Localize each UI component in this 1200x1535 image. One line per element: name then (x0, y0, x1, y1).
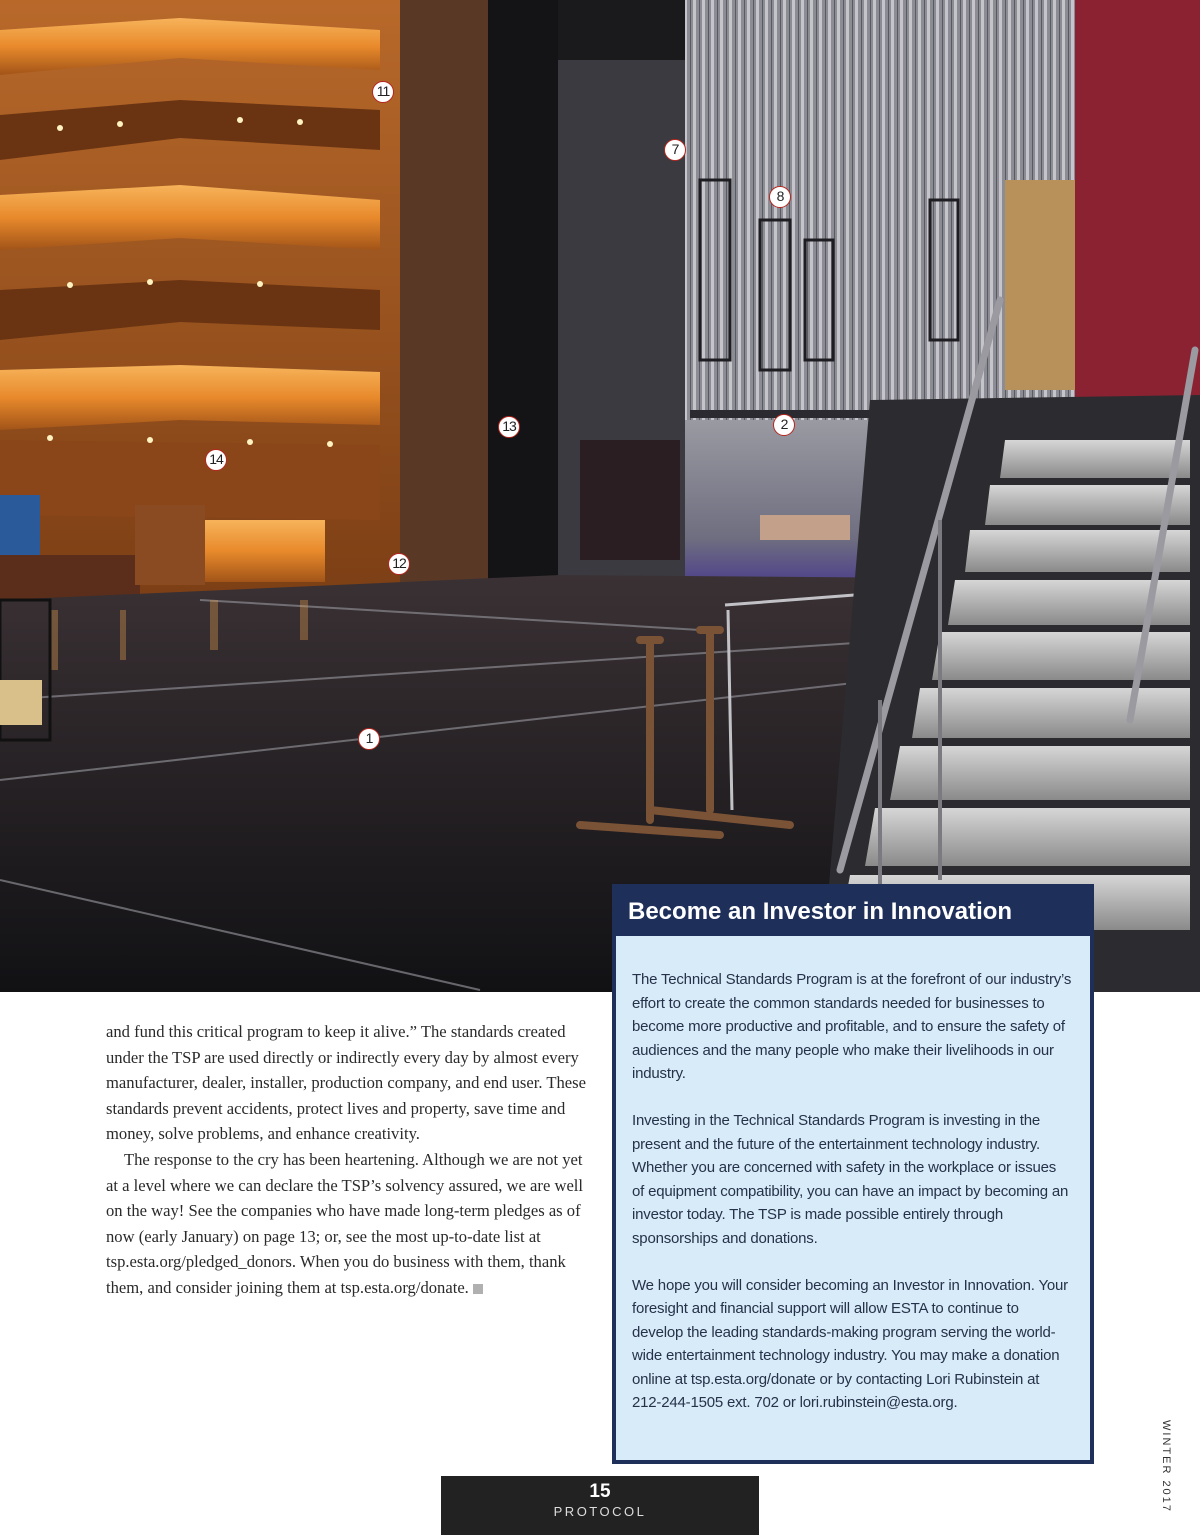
investor-sidebar (612, 884, 1094, 1464)
end-mark-icon (473, 1284, 483, 1294)
publication-name: PROTOCOL (553, 1504, 647, 1519)
sidebar-paragraph: Investing in the Technical Standards Program is investing in the present and the future of the entertainment technology industry. Whether you are concerned with safety in the workplace or issues of equipment compatibility, you can have an impact by becoming an investor today. The TSP is made possible entirely through sponsorships and donations. (632, 1112, 1069, 1247)
page-folio (441, 1476, 759, 1535)
sidebar-body (632, 968, 1072, 1438)
article-paragraph: and fund this critical program to keep it alive.” The standards created under the TSP are used directly or indirectly every day by almost every manufacturer, dealer, installer, production company, and end user. These standards prevent accidents, protect lives and property, save time and money, solve problems, and enhance creativity. (106, 1022, 586, 1144)
article-paragraph (106, 1147, 591, 1301)
issue-label: WINTER 2017 (1160, 1420, 1172, 1513)
callout-marker: 2 (773, 414, 795, 436)
callout-marker: 11 (372, 81, 394, 103)
article-paragraph-text: The response to the cry has been heartening. Although we are not yet at a level where we can declare the TSP’s solvency assured, we are well on the way! See the companies who have made long-term pledges as of now (early January) on page 13; or, see the most up-to-date list at tsp.esta.org/pledged_donors. When you do business with them, thank them, and consider joining them at tsp.esta.org/donate. (106, 1149, 584, 1297)
sidebar-paragraph: The Technical Standards Program is at the forefront of our industry’s effort to create the common standards needed for businesses to become more productive and profitable, and to ensure the safety of audiences and the many people who make their livelihoods in our industry. (632, 971, 1072, 1082)
callout-marker: 12 (388, 553, 410, 575)
sidebar-paragraph: We hope you will consider becoming an Investor in Innovation. Your foresight and financial support will allow ESTA to continue to develop the leading standards-making program serving the world-wide entertainment technology industry. You may make a donation online at tsp.esta.org/donate or by contacting Lori Rubinstein at 212-244-1505 ext. 702 or lori.rubinstein@esta.org. (632, 1276, 1068, 1411)
callout-marker: 14 (205, 449, 227, 471)
sidebar-title: Become an Investor in Innovation (616, 888, 1090, 936)
callout-marker: 8 (769, 186, 791, 208)
callout-marker: 13 (498, 416, 520, 438)
article-body (106, 1019, 591, 1301)
callout-marker: 7 (664, 139, 686, 161)
page-number: 15 (589, 1481, 611, 1502)
callout-marker: 1 (358, 728, 380, 750)
